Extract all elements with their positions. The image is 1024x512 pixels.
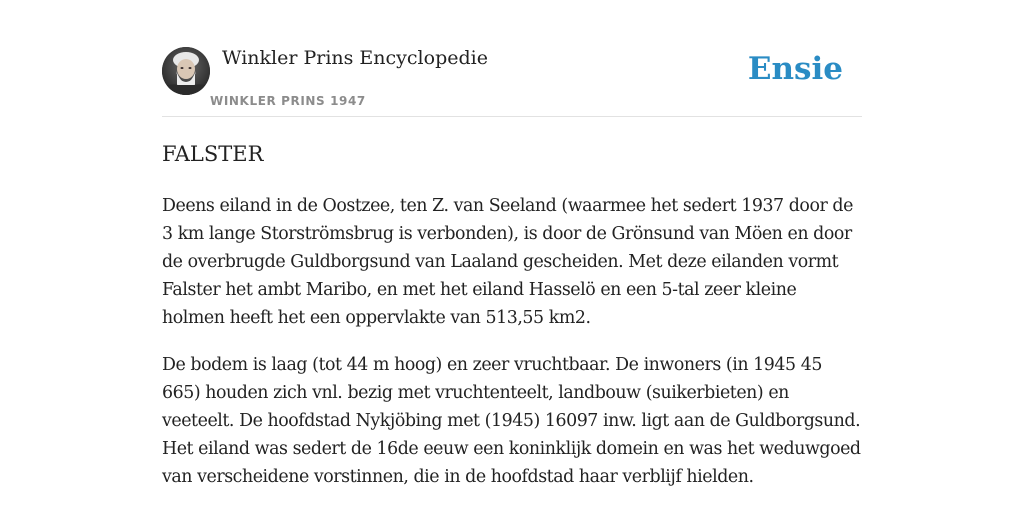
- entry-paragraph: De bodem is laag (tot 44 m hoog) en zeer vruchtbaar. De inwoners (in 1945 45 665) houden zich vnl. bezig met vruchtenteelt, landbouw (suikerbieten) en veeteelt. De hoofdstad Nykjöbing met (1945) 16097 inw. ligt aan de Guldborgsund. Het eiland was sedert de 16de eeuw een koninklijk domein en was het weduwgoed van verscheidene vorstinnen, die in de hoofdstad haar verblijf hielden.: [162, 355, 861, 487]
- brand-logo[interactable]: Ensie: [747, 51, 843, 87]
- entry-paragraph: Deens eiland in de Oostzee, ten Z. van Seeland (waarmee het sedert 1937 door de 3 km lange Storströmsbrug is verbonden), is door de Grönsund van Möen en door de overbrugde Guldborgsund van Laaland gescheiden. Met deze eilanden vormt Falster het ambt Maribo, en met het eiland Hasselö en een 5-tal zeer kleine holmen heeft het een oppervlakte van 513,55 km2.: [162, 196, 853, 328]
- entry-title: FALSTER: [162, 142, 264, 166]
- site-title[interactable]: Winkler Prins Encyclopedie: [222, 47, 488, 69]
- site-header: [162, 0, 862, 117]
- edition-label[interactable]: WINKLER PRINS 1947: [210, 94, 366, 108]
- entry-body: [162, 192, 862, 510]
- portrait-image: [162, 47, 210, 95]
- page: [162, 0, 862, 512]
- author-avatar[interactable]: [162, 47, 210, 95]
